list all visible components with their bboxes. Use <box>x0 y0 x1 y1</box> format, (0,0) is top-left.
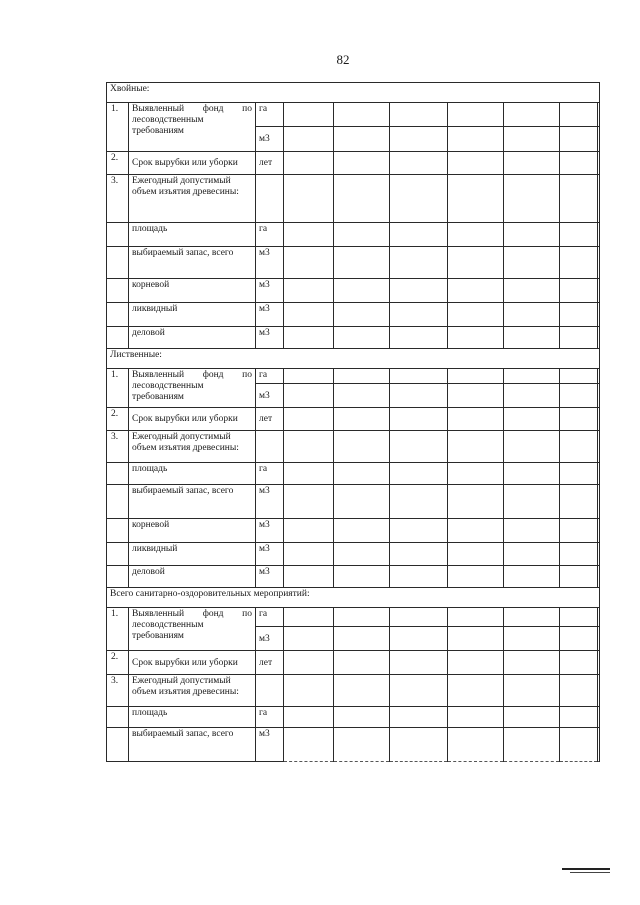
data-cell <box>334 485 390 519</box>
data-cell <box>504 247 560 279</box>
row-label: Срок вырубки или уборки <box>129 152 256 175</box>
data-cell <box>560 384 598 408</box>
data-cell <box>284 247 334 279</box>
data-cell <box>448 519 504 543</box>
data-cell <box>284 103 334 127</box>
data-cell <box>390 675 448 707</box>
data-cell <box>284 384 334 408</box>
data-cell <box>448 408 504 431</box>
data-cell <box>334 408 390 431</box>
data-cell <box>560 103 598 127</box>
data-cell <box>390 728 448 762</box>
row-number <box>107 543 129 566</box>
row-label: Срок вырубки или уборки <box>129 408 256 431</box>
row-number <box>107 566 129 588</box>
data-cell <box>390 384 448 408</box>
table-row <box>107 279 600 303</box>
data-cell <box>284 627 334 651</box>
row-label: Срок вырубки или уборки <box>129 651 256 675</box>
data-cell <box>504 369 560 384</box>
table-row <box>107 303 600 327</box>
data-cell <box>560 566 598 588</box>
section-header-row <box>107 349 600 369</box>
data-cell <box>390 327 448 349</box>
section-header-row <box>107 83 600 103</box>
data-cell <box>504 384 560 408</box>
data-cell <box>448 485 504 519</box>
table-row <box>107 519 600 543</box>
data-cell <box>448 608 504 627</box>
data-cell <box>504 303 560 327</box>
data-cell <box>598 223 600 247</box>
data-cell <box>284 728 334 762</box>
row-number: 1. <box>107 369 129 408</box>
data-cell <box>334 707 390 728</box>
data-cell <box>598 608 600 627</box>
data-cell <box>448 127 504 152</box>
row-label <box>129 103 256 152</box>
data-cell <box>560 627 598 651</box>
row-number: 3. <box>107 175 129 223</box>
row-number: 1. <box>107 608 129 651</box>
data-cell <box>560 279 598 303</box>
unit-cell: м3 <box>256 485 284 519</box>
row-number <box>107 463 129 485</box>
row-number <box>107 247 129 279</box>
unit-cell: м3 <box>256 303 284 327</box>
unit-cell: га <box>256 103 284 127</box>
data-cell <box>390 707 448 728</box>
unit-cell: м3 <box>256 627 284 651</box>
table-row <box>107 103 600 127</box>
row-label: выбираемый запас, всего <box>129 485 256 519</box>
data-cell <box>504 103 560 127</box>
data-cell <box>560 408 598 431</box>
data-cell <box>560 675 598 707</box>
data-cell <box>334 384 390 408</box>
row-number: 3. <box>107 675 129 707</box>
data-cell <box>598 485 600 519</box>
data-cell <box>448 728 504 762</box>
data-cell <box>334 369 390 384</box>
data-cell <box>390 103 448 127</box>
table-row <box>107 247 600 279</box>
data-cell <box>448 675 504 707</box>
data-cell <box>560 152 598 175</box>
table-row <box>107 223 600 247</box>
data-cell <box>334 303 390 327</box>
unit-cell <box>256 675 284 707</box>
data-cell <box>390 543 448 566</box>
unit-cell: га <box>256 223 284 247</box>
table-row <box>107 463 600 485</box>
data-cell <box>504 651 560 675</box>
data-cell <box>448 651 504 675</box>
data-cell <box>504 707 560 728</box>
row-label-line: Выявленный фонд по <box>132 370 252 380</box>
data-cell <box>390 519 448 543</box>
data-cell <box>448 175 504 223</box>
unit-cell <box>256 175 284 223</box>
data-cell <box>598 543 600 566</box>
data-cell <box>598 175 600 223</box>
row-number <box>107 327 129 349</box>
data-cell <box>284 152 334 175</box>
data-cell <box>334 431 390 463</box>
data-cell <box>448 152 504 175</box>
row-label: ликвидный <box>129 303 256 327</box>
data-cell <box>560 303 598 327</box>
row-label: деловой <box>129 566 256 588</box>
data-cell <box>598 247 600 279</box>
data-cell <box>560 651 598 675</box>
unit-cell: лет <box>256 651 284 675</box>
data-cell <box>448 279 504 303</box>
data-cell <box>390 303 448 327</box>
data-cell <box>284 223 334 247</box>
table-row <box>107 431 600 463</box>
data-cell <box>560 519 598 543</box>
row-label <box>129 608 256 651</box>
row-number: 2. <box>107 408 129 431</box>
data-cell <box>504 566 560 588</box>
unit-cell: м3 <box>256 279 284 303</box>
forest-fund-table <box>106 82 600 762</box>
data-cell <box>504 408 560 431</box>
data-cell <box>284 543 334 566</box>
data-cell <box>598 566 600 588</box>
data-cell <box>560 247 598 279</box>
data-cell <box>598 651 600 675</box>
table-row <box>107 369 600 384</box>
data-cell <box>448 543 504 566</box>
data-cell <box>560 369 598 384</box>
section-title: Хвойные: <box>107 83 600 103</box>
data-cell <box>598 463 600 485</box>
row-label: Ежегодный допустимый объем изъятия древесины: <box>129 675 256 707</box>
data-cell <box>448 431 504 463</box>
data-cell <box>390 627 448 651</box>
row-number <box>107 728 129 762</box>
row-label-line: лесоводственным требованиям <box>132 381 204 402</box>
data-cell <box>448 384 504 408</box>
data-cell <box>504 431 560 463</box>
unit-cell: га <box>256 369 284 384</box>
unit-cell: м3 <box>256 327 284 349</box>
row-label: площадь <box>129 707 256 728</box>
data-cell <box>334 651 390 675</box>
row-label: площадь <box>129 223 256 247</box>
data-cell <box>284 707 334 728</box>
table-row <box>107 707 600 728</box>
data-cell <box>284 369 334 384</box>
data-cell <box>334 175 390 223</box>
data-cell <box>284 519 334 543</box>
data-cell <box>504 608 560 627</box>
data-cell <box>448 627 504 651</box>
data-cell <box>334 247 390 279</box>
data-cell <box>560 543 598 566</box>
unit-cell: м3 <box>256 566 284 588</box>
data-cell <box>598 627 600 651</box>
data-cell <box>390 223 448 247</box>
data-cell <box>284 651 334 675</box>
data-cell <box>598 431 600 463</box>
table-row <box>107 327 600 349</box>
row-label <box>129 369 256 408</box>
data-cell <box>390 608 448 627</box>
row-label: выбираемый запас, всего <box>129 247 256 279</box>
data-cell <box>504 223 560 247</box>
row-label: выбираемый запас, всего <box>129 728 256 762</box>
data-cell <box>390 463 448 485</box>
data-cell <box>334 279 390 303</box>
data-cell <box>448 303 504 327</box>
data-cell <box>284 408 334 431</box>
row-label: Ежегодный допустимый объем изъятия древесины: <box>129 175 256 223</box>
data-cell <box>560 463 598 485</box>
data-cell <box>598 728 600 762</box>
data-cell <box>598 279 600 303</box>
unit-cell: м3 <box>256 728 284 762</box>
data-cell <box>560 175 598 223</box>
row-number <box>107 707 129 728</box>
row-number <box>107 485 129 519</box>
data-cell <box>560 728 598 762</box>
data-cell <box>390 651 448 675</box>
data-cell <box>504 543 560 566</box>
data-cell <box>504 627 560 651</box>
unit-cell: м3 <box>256 519 284 543</box>
row-number <box>107 279 129 303</box>
data-cell <box>390 408 448 431</box>
data-cell <box>334 327 390 349</box>
data-cell <box>334 519 390 543</box>
data-cell <box>504 519 560 543</box>
data-cell <box>284 485 334 519</box>
table-row <box>107 675 600 707</box>
table-row <box>107 408 600 431</box>
unit-cell: м3 <box>256 384 284 408</box>
data-cell <box>448 103 504 127</box>
data-cell <box>560 707 598 728</box>
data-cell <box>390 175 448 223</box>
table-row <box>107 152 600 175</box>
row-number <box>107 519 129 543</box>
data-cell <box>390 369 448 384</box>
row-label: корневой <box>129 519 256 543</box>
row-label: площадь <box>129 463 256 485</box>
data-cell <box>598 303 600 327</box>
data-cell <box>334 566 390 588</box>
data-cell <box>390 152 448 175</box>
row-number: 1. <box>107 103 129 152</box>
data-cell <box>284 127 334 152</box>
data-cell <box>390 485 448 519</box>
data-cell <box>504 127 560 152</box>
data-cell <box>334 608 390 627</box>
data-cell <box>284 303 334 327</box>
data-cell <box>448 247 504 279</box>
data-cell <box>284 279 334 303</box>
data-cell <box>598 127 600 152</box>
row-number: 2. <box>107 651 129 675</box>
row-label-line: Выявленный фонд по <box>132 609 252 619</box>
footer-line <box>562 868 610 870</box>
data-cell <box>598 675 600 707</box>
unit-cell: га <box>256 463 284 485</box>
data-cell <box>284 327 334 349</box>
data-cell <box>390 279 448 303</box>
data-cell <box>284 608 334 627</box>
table-row <box>107 651 600 675</box>
data-cell <box>598 103 600 127</box>
data-cell <box>598 369 600 384</box>
data-cell <box>504 152 560 175</box>
data-cell <box>560 127 598 152</box>
data-cell <box>284 431 334 463</box>
table-row <box>107 566 600 588</box>
row-number: 3. <box>107 431 129 463</box>
data-cell <box>334 463 390 485</box>
data-cell <box>334 103 390 127</box>
row-label-line: лесоводственным требованиям <box>132 115 204 136</box>
data-cell <box>598 707 600 728</box>
row-label: Ежегодный допустимый объем изъятия древесины: <box>129 431 256 463</box>
table-row <box>107 728 600 762</box>
unit-cell: га <box>256 707 284 728</box>
data-cell <box>284 566 334 588</box>
unit-cell: лет <box>256 408 284 431</box>
data-cell <box>560 223 598 247</box>
row-number <box>107 303 129 327</box>
unit-cell: м3 <box>256 127 284 152</box>
data-cell <box>390 127 448 152</box>
table-row <box>107 608 600 627</box>
data-cell <box>598 519 600 543</box>
data-cell <box>560 485 598 519</box>
table-row <box>107 543 600 566</box>
row-number: 2. <box>107 152 129 175</box>
table-row <box>107 485 600 519</box>
row-label: корневой <box>129 279 256 303</box>
unit-cell: га <box>256 608 284 627</box>
data-cell <box>448 463 504 485</box>
data-cell <box>598 408 600 431</box>
data-cell <box>334 127 390 152</box>
data-cell <box>284 463 334 485</box>
data-cell <box>504 675 560 707</box>
data-cell <box>560 608 598 627</box>
data-cell <box>504 327 560 349</box>
data-cell <box>504 279 560 303</box>
data-cell <box>560 431 598 463</box>
data-cell <box>504 485 560 519</box>
data-cell <box>448 707 504 728</box>
data-cell <box>448 369 504 384</box>
data-cell <box>598 384 600 408</box>
data-cell <box>560 327 598 349</box>
data-cell <box>334 728 390 762</box>
data-cell <box>334 627 390 651</box>
table-row <box>107 175 600 223</box>
data-cell <box>448 223 504 247</box>
data-cell <box>284 175 334 223</box>
data-cell <box>284 675 334 707</box>
data-cell <box>334 223 390 247</box>
page-number: 82 <box>336 52 350 67</box>
data-cell <box>334 152 390 175</box>
section-header-row <box>107 588 600 608</box>
row-label: деловой <box>129 327 256 349</box>
data-cell <box>334 675 390 707</box>
section-title: Всего санитарно-оздоровительных мероприятий: <box>107 588 600 608</box>
section-title: Лиственные: <box>107 349 600 369</box>
data-cell <box>598 152 600 175</box>
data-cell <box>504 463 560 485</box>
data-cell <box>448 566 504 588</box>
unit-cell: лет <box>256 152 284 175</box>
data-cell <box>334 543 390 566</box>
data-cell <box>390 431 448 463</box>
unit-cell: м3 <box>256 247 284 279</box>
data-cell <box>504 175 560 223</box>
row-label-line: лесоводственным требованиям <box>132 620 204 641</box>
unit-cell: м3 <box>256 543 284 566</box>
footer-line <box>570 872 610 873</box>
data-cell <box>390 247 448 279</box>
data-cell <box>448 327 504 349</box>
row-label-line: Выявленный фонд по <box>132 104 252 114</box>
row-number <box>107 223 129 247</box>
unit-cell <box>256 431 284 463</box>
data-cell <box>598 327 600 349</box>
row-label: ликвидный <box>129 543 256 566</box>
data-cell <box>390 566 448 588</box>
data-cell <box>504 728 560 762</box>
